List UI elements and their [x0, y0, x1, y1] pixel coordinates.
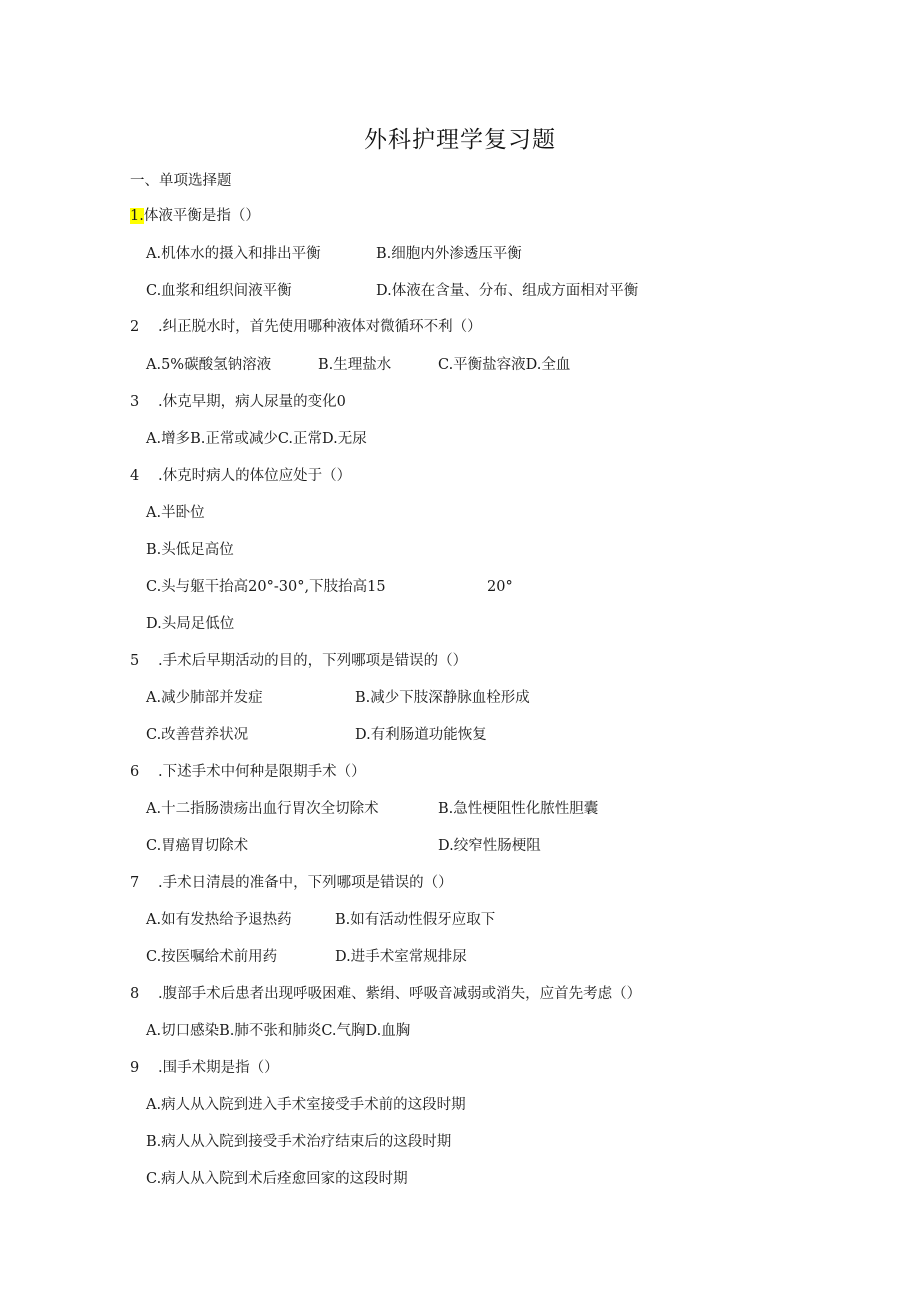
document-title: 外科护理学复习题 — [364, 127, 556, 153]
question-6-text: .下述手术中何种是限期手术（） — [158, 764, 366, 780]
question-9-number: 9 — [130, 1060, 140, 1076]
question-9-option-c: C.病人从入院到术后痊愈回家的这段时期 — [146, 1171, 408, 1187]
question-1-text: 体液平衡是指（） — [143, 208, 260, 224]
question-3 — [130, 393, 346, 411]
question-1-option-c: C.血浆和组织间液平衡 — [146, 283, 292, 299]
question-4-option-b: B.头低足高位 — [146, 542, 234, 558]
question-7 — [130, 874, 453, 892]
question-6-option-a: A.十二指肠溃疡出血行胃次全切除术 — [146, 801, 379, 817]
question-9-option-b: B.病人从入院到接受手术治疗结束后的这段时期 — [146, 1134, 452, 1150]
question-1-number: 1. — [130, 208, 144, 224]
question-7-text: .手术日清晨的准备中，下列哪项是错误的（） — [158, 875, 453, 891]
question-2-option-a: A.5%碳酸氢钠溶液 — [146, 357, 272, 373]
question-8-number: 8 — [130, 986, 140, 1002]
question-7-number: 7 — [130, 875, 140, 891]
question-4-option-d: D.头局足低位 — [146, 616, 235, 632]
question-4-option-c: C.头与躯干抬高20°-30°,下肢抬高15 — [146, 579, 386, 595]
question-7-option-a: A.如有发热给予退热药 — [146, 912, 292, 928]
question-2-number: 2 — [130, 319, 140, 335]
question-5 — [130, 652, 467, 670]
question-6 — [130, 763, 366, 781]
question-4-option-a: A.半卧位 — [146, 505, 205, 521]
question-9-option-a: A.病人从入院到进入手术室接受手术前的这段时期 — [146, 1097, 466, 1113]
section-heading: 一、单项选择题 — [130, 173, 232, 189]
question-1 — [130, 207, 260, 225]
question-1-option-d: D.体液在含量、分布、组成方面相对平衡 — [376, 283, 639, 299]
question-7-option-c: C.按医嘱给术前用药 — [146, 949, 278, 965]
question-4 — [130, 467, 351, 485]
question-6-number: 6 — [130, 764, 140, 780]
question-3-text: .休克早期，病人尿量的变化0 — [158, 394, 346, 410]
question-2 — [130, 318, 482, 336]
question-9 — [130, 1059, 279, 1077]
question-4-option-c-end: 20° — [487, 579, 513, 595]
question-6-option-b: B.急性梗阻性化脓性胆囊 — [438, 801, 599, 817]
question-1-option-a: A.机体水的摄入和排出平衡 — [146, 246, 321, 262]
question-8 — [130, 985, 641, 1003]
question-9-text: .围手术期是指（） — [158, 1060, 279, 1076]
question-7-option-b: B.如有活动性假牙应取下 — [335, 912, 496, 928]
question-8-text: .腹部手术后患者出现呼吸困难、紫绢、呼吸音减弱或消失，应首先考虑（） — [158, 986, 642, 1002]
question-2-text: .纠正脱水时，首先使用哪种液体对微循环不利（） — [158, 319, 482, 335]
question-2-option-b: B.生理盐水 — [318, 357, 392, 373]
question-7-option-d: D.进手术室常规排尿 — [335, 949, 467, 965]
question-5-number: 5 — [130, 653, 140, 669]
question-4-number: 4 — [130, 468, 140, 484]
question-8-options: A.切口感染B.肺不张和肺炎C.气胸D.血胸 — [146, 1023, 411, 1039]
question-5-option-a: A.减少肺部并发症 — [146, 690, 263, 706]
question-3-options: A.增多B.正常或减少C.正常D.无尿 — [146, 431, 367, 447]
question-3-number: 3 — [130, 394, 140, 410]
question-5-option-c: C.改善营养状况 — [146, 727, 249, 743]
question-6-option-d: D.绞窄性肠梗阻 — [438, 838, 541, 854]
question-4-text: .休克时病人的体位应处于（） — [158, 468, 352, 484]
question-5-option-b: B.减少下肢深静脉血栓形成 — [355, 690, 530, 706]
question-1-option-b: B.细胞内外渗透压平衡 — [376, 246, 522, 262]
question-5-option-d: D.有利肠道功能恢复 — [355, 727, 487, 743]
question-6-option-c: C.胃癌胃切除术 — [146, 838, 249, 854]
question-2-option-cd: C.平衡盐容液D.全血 — [438, 357, 571, 373]
question-5-text: .手术后早期活动的目的，下列哪项是错误的（） — [158, 653, 468, 669]
